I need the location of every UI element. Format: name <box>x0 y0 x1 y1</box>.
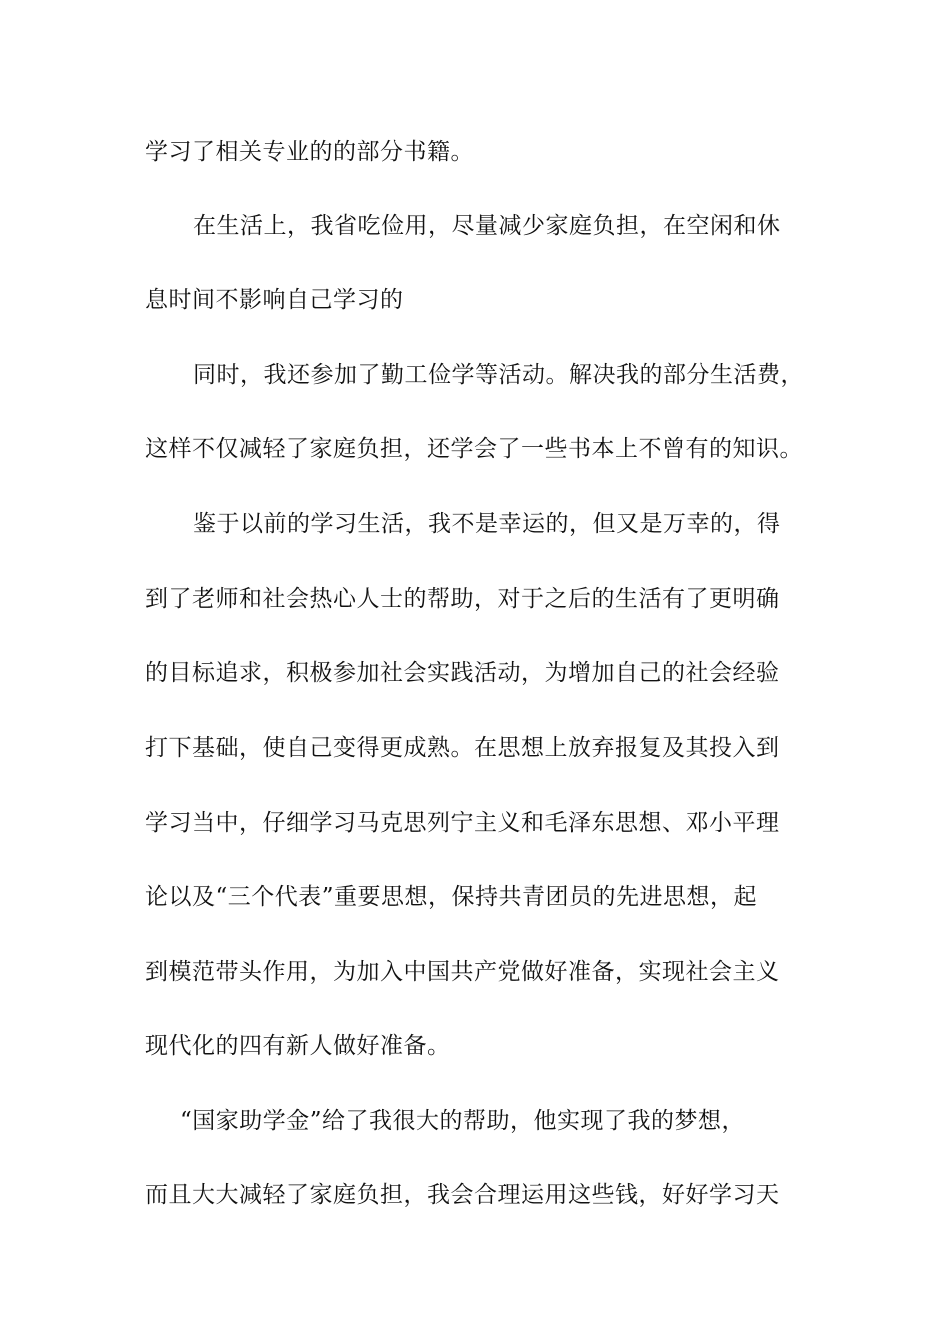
body-text-line: 这样不仅减轻了家庭负担，还学会了一些书本上不曾有的知识。 <box>145 436 803 462</box>
body-text-line: 现代化的四有新人做好准备。 <box>145 1033 451 1059</box>
body-text-line: 的目标追求，积极参加社会实践活动，为增加自己的社会经验 <box>145 660 780 686</box>
body-text-line: 打下基础，使自己变得更成熟。在思想上放弃报复及其投入到 <box>145 735 780 761</box>
body-text-line: 到模范带头作用，为加入中国共产党做好准备，实现社会主义 <box>145 959 780 985</box>
paragraph-first-line: “国家助学金”给了我很大的帮助，他实现了我的梦想， <box>180 1108 746 1134</box>
paragraph-first-line: 在生活上，我省吃俭用，尽量减少家庭负担，在空闲和休 <box>193 213 781 239</box>
paragraph-first-line: 同时，我还参加了勤工俭学等活动。解决我的部分生活费， <box>193 362 804 388</box>
body-text-line: 到了老师和社会热心人士的帮助，对于之后的生活有了更明确 <box>145 586 780 612</box>
body-text-line: 学习当中，仔细学习马克思列宁主义和毛泽东思想、邓小平理 <box>145 810 780 836</box>
body-text-line: 而且大大减轻了家庭负担，我会合理运用这些钱，好好学习天 <box>145 1182 780 1208</box>
paragraph-first-line: 鉴于以前的学习生活，我不是幸运的，但又是万幸的，得 <box>193 511 781 537</box>
body-text-line: 论以及“三个代表”重要思想，保持共青团员的先进思想，起 <box>145 884 758 910</box>
body-text-line: 息时间不影响自己学习的 <box>145 287 404 313</box>
body-text-line: 学习了相关专业的的部分书籍。 <box>145 139 474 165</box>
